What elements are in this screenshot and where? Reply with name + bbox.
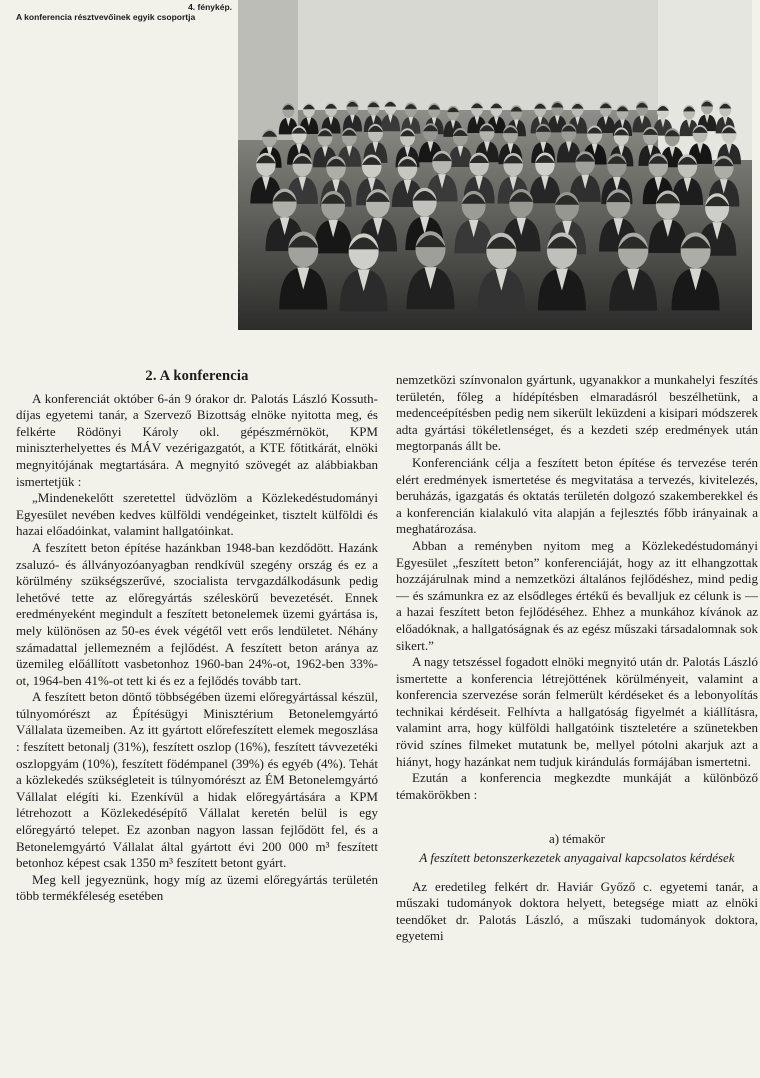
photo-caption (16, 2, 238, 22)
topic-label: a) témakör (549, 831, 605, 847)
right-paragraph-3: Abban a reményben nyitom meg a Közlekedéstudományi Egyesület „feszített beton” konferenciáját, hogy az itt elhangzottak hozzájárulnak mind a nemzetközi általános fejlődéshez, mind pedig — és számunkra ez az elsődleges értékű és bevalljuk ez célunk is — a hazai feszített beton fejlődéséhez. Ehhez a munkához kívánok az előadóknak, a hallgatóságnak és az egész műszaki társadalomnak sok sikert.” (396, 537, 758, 653)
section-title: 2. A konferencia (145, 368, 249, 384)
left-column (16, 368, 378, 905)
topic-title: A feszített betonszerkezetek anyagaival kapcsolatos kérdések (419, 850, 735, 866)
right-paragraph-1: nemzetközi színvonalon gyártunk, ugyanakkor a munkahelyi feszítés területén, főleg a hídépítésben elmaradásról beszélhetünk, a medenceépítésben pedig nem sikerült leküzdeni a kisipari módszerek adta gyártási tökéletlenséget, és a kezdeti szép eredmények után megtorpanás állt be. (396, 372, 758, 454)
conference-photo (238, 0, 752, 330)
left-paragraph-2: „Mindenekelőtt szeretettel üdvözlöm a Közlekedéstudományi Egyesület nevében kedves külföldi vendégeinket, tisztelt külföldi és hazai előadóinkat, valamint hallgatóinkat. (16, 490, 378, 539)
right-paragraph-4: A nagy tetszéssel fogadott elnöki megnyitó után dr. Palotás László ismertette a konferencia létrejöttének körülményeit, valamint a konferencia szervezése során felmerült kérdéseket és a lebonyolítás technikai kérdéseit. Felhívta a hallgatóság figyelmét a kiállításra, valamint arra, hogy külföldi hallgatóink tiszteletére a szünetekben rövid színes filmeket mutatunk be, mellyel pótolni akarjuk azt a hiányt, hogy hazánkat nem tudjuk kirándulás formájában ismertetni. (396, 654, 758, 769)
left-paragraph-5: Meg kell jegyeznünk, hogy míg az üzemi előregyártás területén több termékféleség esetében (16, 871, 378, 904)
right-paragraph-6: Az eredetileg felkért dr. Haviár Győző c. egyetemi tanár, a műszaki tudományok doktora helyett, betegsége miatt az elnöki teendőket dr. Palotás László, a műszaki tudományok doktora, egyetemi (396, 878, 758, 944)
audience-photo-image (238, 0, 752, 330)
right-column (396, 372, 758, 945)
right-paragraph-5: Ezután a konferencia megkezdte munkáját a különböző témakörökben : (396, 770, 758, 802)
right-paragraph-2: Konferenciánk célja a feszített beton építése és tervezése terén elért eredmények ismertetése és megvitatása a tervezés, kivitelezés, beruházás, igazgatás és oktatás területén dolgozó szakemberekkel és a konferencián kialakuló vita alapján a fejlesztés főbb irányainak a meghatározása. (396, 454, 758, 537)
left-paragraph-1: A konferenciát október 6-án 9 órakor dr. Palotás László Kossuth-díjas egyetemi tanár, a Szervező Bizottság elnöke nyitotta meg, és felkérte Rödönyi Károly okl. gépészmérnököt, KPM miniszterhelyettes és MÁV vezérigazgatót, a KTE főtitkárát, elnöki megnyitójának megtartására. A megnyitó szövegét az alábbiakban ismertetjük : (16, 390, 378, 489)
photo-caption-text: A konferencia résztvevőinek egyik csoportja (16, 12, 196, 22)
left-paragraph-4: A feszített beton döntő többségében üzemi előregyártással készül, túlnyomórészt az Építésügyi Minisztérium Betonelemgyártó Vállalata üzemeiben. Az itt gyártott előrefeszített elemek megoszlása : feszített betonalj (31%), feszített oszlop (16%), feszített távvezetéki oszlopgyám (10%), feszített födémpanel (39%) és egyéb (4%). Tehát a közlekedés szükségleteit is túlnyomórészt az ÉM Betonelemgyártó Vállalat elégíti ki. Ezenkívül a hidak előregyártására a KPM létrehozott a Közlekedésépítő Vállalat keretén belül is egy előregyártó telepet. Ez azonban nagyon lassan fejlődött fel, és a Betonelemgyártó Vállalat által gyártott évi 200 000 m³ feszített betonhoz képest csak 1350 m³ feszített betont gyárt. (16, 689, 378, 871)
left-paragraph-3: A feszített beton építése hazánkban 1948-ban kezdődött. Hazánk zsaluzó- és állványozóanyagban rendkívül szegény ország és ez a körülmény szükségszerűvé, szocialista tervgazdálkodásunk pedig lehetővé tette az előregyártás széleskörű bevezetését. Ennek eredményeként megindult a feszített betonelemek üzemi gyártása is, mely különösen az 50-es évek végétől vett erős lendületet. Néhány számadattal jellemezném a fejlődést. A feszített beton aránya az üzemileg előállított vasbetonhoz 1960-ban 24%-ot, 1962-ben 33%-ot, 1964-ben 41%-ot tett ki és ez a fejlődés tovább tart. (16, 539, 378, 688)
photo-number: 4. fénykép. (188, 2, 232, 12)
